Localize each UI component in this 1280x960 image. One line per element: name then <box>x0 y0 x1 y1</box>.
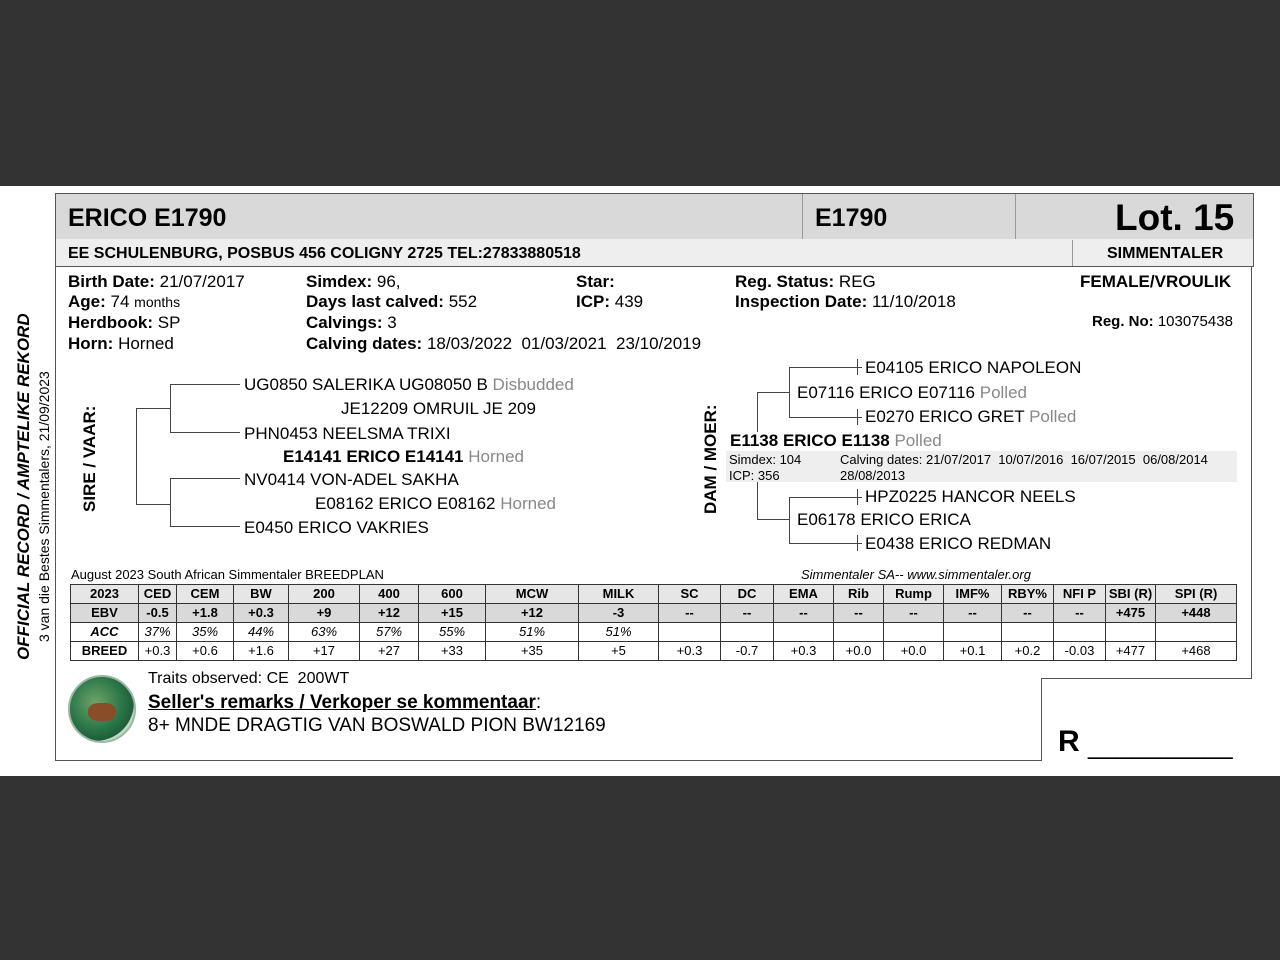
acc-cell <box>834 623 884 642</box>
simmentaler-logo <box>68 675 136 743</box>
acc-cell: 44% <box>234 623 289 642</box>
simdex: Simdex: 96, <box>306 272 401 291</box>
calving-dates: Calving dates: 18/03/2022 01/03/2021 23/10/2019 <box>306 334 702 353</box>
breed-row <box>71 642 1237 661</box>
breed-cell: -0.03 <box>1054 642 1106 661</box>
sex: FEMALE/VROULIK <box>1080 272 1232 291</box>
headers-cell: MCW <box>486 585 579 604</box>
sire-sire-dam: PHN0453 NEELSMA TRIXI <box>244 424 451 443</box>
ebv-cell: +1.8 <box>177 604 234 623</box>
dam-sire-sire: E04105 ERICO NAPOLEON <box>865 358 1082 377</box>
reg-status: Reg. Status: REG <box>735 272 876 291</box>
breed-cell: BREED <box>71 642 139 661</box>
headers-cell: SBI (R) <box>1106 585 1156 604</box>
headers-cell: BW <box>234 585 289 604</box>
dam-simdex: Simdex: 104 <box>729 452 802 467</box>
acc-cell: 37% <box>139 623 177 642</box>
ebv-cell: -0.5 <box>139 604 177 623</box>
ebv-cell: +9 <box>289 604 360 623</box>
remarks-text: 8+ MNDE DRAGTIG VAN BOSWALD PION BW12169 <box>148 715 606 736</box>
ebv-cell: -- <box>884 604 944 623</box>
dam-calving-dates-2: 28/08/2013 <box>840 468 906 483</box>
lot-number: Lot. 15 <box>1115 197 1235 238</box>
dam-icp: ICP: 356 <box>729 468 780 483</box>
acc-cell <box>1156 623 1237 642</box>
headers-cell: SC <box>659 585 721 604</box>
ebv-cell: -3 <box>579 604 659 623</box>
ebv-table <box>70 584 1237 661</box>
headers-cell: Rump <box>884 585 944 604</box>
acc-cell: 55% <box>419 623 486 642</box>
remarks-heading: Seller's remarks / Verkoper se kommentaar: <box>148 692 542 713</box>
ebv-cell: +12 <box>486 604 579 623</box>
header-bar <box>55 193 1254 241</box>
ebv-cell: +12 <box>360 604 419 623</box>
breeder-info: EE SCHULENBURG, POSBUS 456 COLIGNY 2725 TEL:27833880518 <box>68 245 581 262</box>
headers-cell: Rib <box>834 585 884 604</box>
ebv-cell: +448 <box>1156 604 1237 623</box>
acc-cell <box>1106 623 1156 642</box>
acc-cell <box>774 623 834 642</box>
acc-cell <box>1002 623 1054 642</box>
icp: ICP: 439 <box>576 292 644 311</box>
ebv-cell: +475 <box>1106 604 1156 623</box>
ebv-cell: -- <box>834 604 884 623</box>
headers-cell: 2023 <box>71 585 139 604</box>
ebv-cell: -- <box>1002 604 1054 623</box>
acc-cell: 51% <box>579 623 659 642</box>
ebv-cell: -- <box>944 604 1002 623</box>
acc-cell: 51% <box>486 623 579 642</box>
breed-cell: +0.3 <box>659 642 721 661</box>
headers-cell: CED <box>139 585 177 604</box>
dam-dam-sire: HPZ0225 HANCOR NEELS <box>865 487 1076 506</box>
sale-label: 3 van die Bestes Simmentalers, 21/09/2023 <box>36 371 52 642</box>
headers-cell: IMF% <box>944 585 1002 604</box>
dam-sire: E07116 ERICO E07116 Polled <box>797 383 1027 402</box>
dam: E1138 ERICO E1138 Polled <box>730 431 942 450</box>
headers-cell: 200 <box>289 585 360 604</box>
horn-status: Horn: Horned <box>68 334 174 353</box>
acc-cell <box>721 623 774 642</box>
headers-cell: SPI (R) <box>1156 585 1237 604</box>
acc-cell: 35% <box>177 623 234 642</box>
acc-cell <box>944 623 1002 642</box>
ebv-row <box>71 604 1237 623</box>
calvings: Calvings: 3 <box>306 313 397 332</box>
breed-label: SIMMENTALER <box>1107 245 1224 262</box>
breed-cell: +0.3 <box>774 642 834 661</box>
age: Age: 74 months <box>68 292 181 311</box>
headers-cell: 600 <box>419 585 486 604</box>
acc-cell: 63% <box>289 623 360 642</box>
herdbook: Herdbook: SP <box>68 313 181 332</box>
headers-cell: MILK <box>579 585 659 604</box>
sire-dam: E08162 ERICO E08162 Horned <box>315 494 557 513</box>
breed-cell: +33 <box>419 642 486 661</box>
traits-observed: Traits observed: CE 200WT <box>148 670 350 687</box>
breed-cell: +5 <box>579 642 659 661</box>
ebv-cell: EBV <box>71 604 139 623</box>
price-prefix: R <box>1058 725 1080 758</box>
sire-side-label: SIRE / VAAR: <box>80 405 99 512</box>
breed-cell: +1.6 <box>234 642 289 661</box>
headers-cell: RBY% <box>1002 585 1054 604</box>
breed-cell: +0.6 <box>177 642 234 661</box>
animal-id: E1790 <box>815 204 888 232</box>
headers-cell: NFI P <box>1054 585 1106 604</box>
dam-sire-dam: E0270 ERICO GRET Polled <box>865 407 1077 426</box>
breed-cell: +0.1 <box>944 642 1002 661</box>
acc-cell <box>659 623 721 642</box>
breedplan-title: August 2023 South African Simmentaler BREEDPLAN <box>71 567 384 582</box>
ebv-cell: +0.3 <box>234 604 289 623</box>
days-last-calved: Days last calved: 552 <box>306 292 478 311</box>
official-record-label: OFFICIAL RECORD / AMPTELIKE REKORD <box>14 313 33 660</box>
breed-cell: +27 <box>360 642 419 661</box>
sire-sire: JE12209 OMRUIL JE 209 <box>341 399 536 418</box>
star: Star: <box>576 272 615 291</box>
dam-calving-dates: Calving dates: 21/07/2017 10/07/2016 16/07/2015 06/08/2014 <box>840 452 1208 467</box>
breed-cell: -0.7 <box>721 642 774 661</box>
sidebar <box>14 313 52 660</box>
breed-cell: +0.0 <box>884 642 944 661</box>
sire-sire-sire: UG0850 SALERIKA UG08050 B Disbudded <box>244 375 574 394</box>
acc-cell: 57% <box>360 623 419 642</box>
breed-cell: +477 <box>1106 642 1156 661</box>
animal-name: ERICO E1790 <box>68 204 227 232</box>
birth-date: Birth Date: 21/07/2017 <box>68 272 245 291</box>
breed-cell: +17 <box>289 642 360 661</box>
headers-cell: CEM <box>177 585 234 604</box>
headers-cell: EMA <box>774 585 834 604</box>
ebv-cell: -- <box>721 604 774 623</box>
dam-dam: E06178 ERICO ERICA <box>797 510 971 529</box>
acc-cell <box>884 623 944 642</box>
reg-number: Reg. No: 103075438 <box>1092 313 1233 330</box>
breed-cell: +0.2 <box>1002 642 1054 661</box>
dam-side-label: DAM / MOER: <box>701 404 720 514</box>
breed-cell: +35 <box>486 642 579 661</box>
acc-cell: ACC <box>71 623 139 642</box>
acc-cell <box>1054 623 1106 642</box>
breed-cell: +468 <box>1156 642 1237 661</box>
headers-cell: 400 <box>360 585 419 604</box>
ebv-header-row <box>71 585 1237 604</box>
breed-cell: +0.3 <box>139 642 177 661</box>
sire: E14141 ERICO E14141 Horned <box>283 447 525 466</box>
breed-cell: +0.0 <box>834 642 884 661</box>
sire-dam-sire: NV0414 VON-ADEL SAKHA <box>244 470 459 489</box>
ebv-cell: -- <box>774 604 834 623</box>
dam-dam-dam: E0438 ERICO REDMAN <box>865 534 1052 553</box>
ebv-cell: -- <box>1054 604 1106 623</box>
acc-row <box>71 623 1237 642</box>
price-field[interactable]: __________ <box>1088 730 1233 760</box>
ebv-cell: +15 <box>419 604 486 623</box>
sire-dam-dam: E0450 ERICO VAKRIES <box>244 518 429 537</box>
headers-cell: DC <box>721 585 774 604</box>
ebv-cell: -- <box>659 604 721 623</box>
inspection-date: Inspection Date: 11/10/2018 <box>735 292 956 311</box>
breedplan-website: Simmentaler SA-- www.simmentaler.org <box>801 567 1031 582</box>
